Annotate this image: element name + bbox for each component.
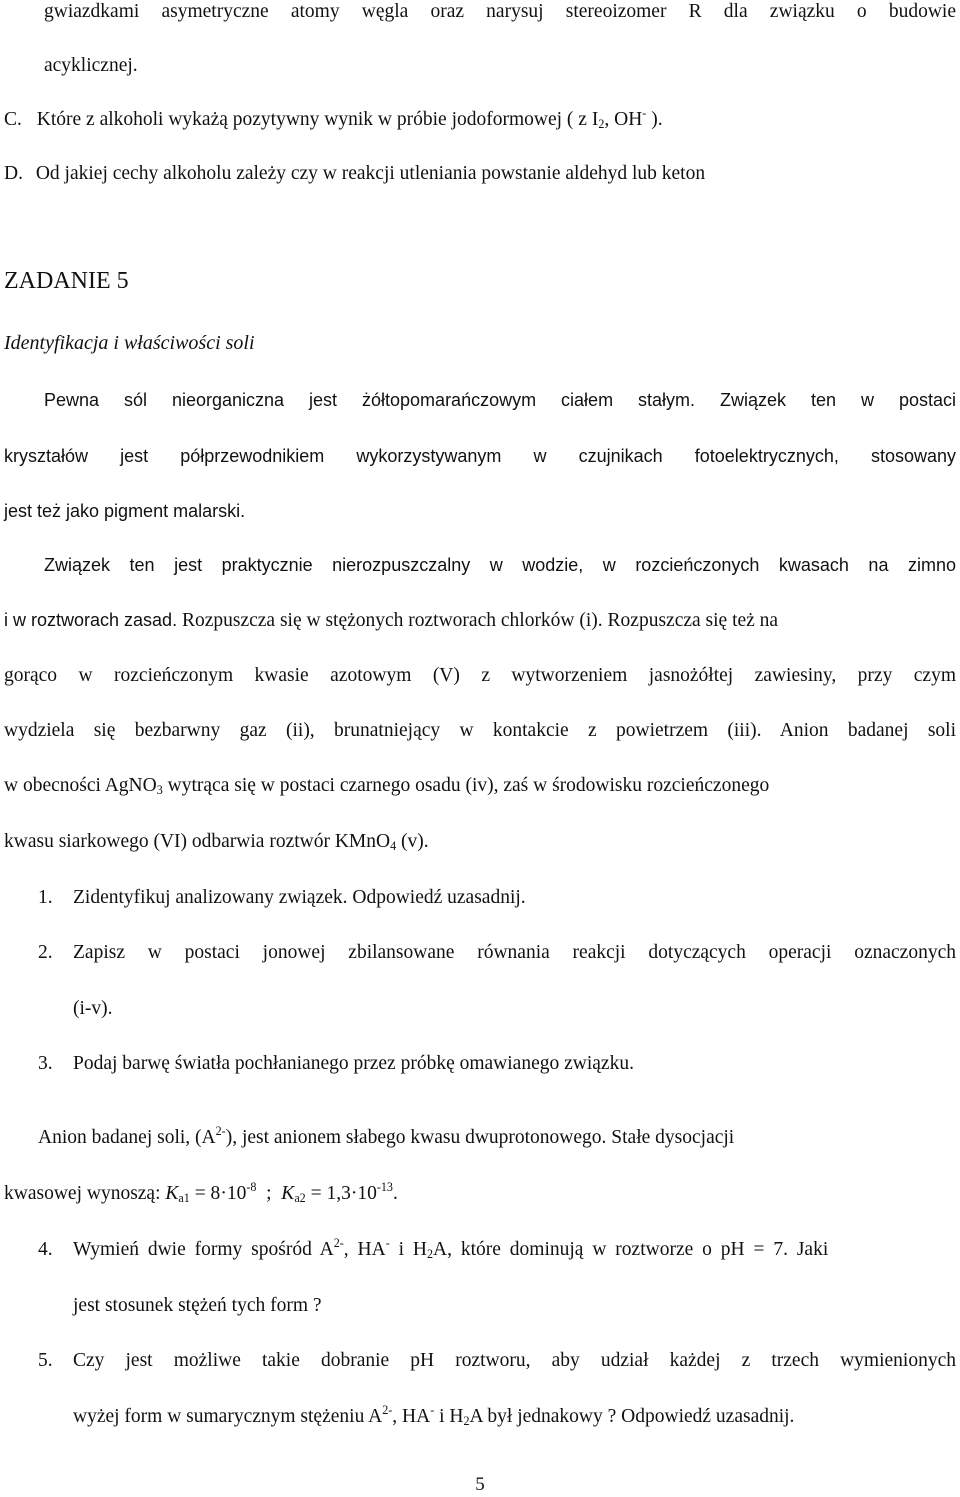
question-text [73, 1050, 634, 1078]
question-2 [38, 939, 53, 967]
list-marker: 2. [38, 942, 53, 963]
paragraph-line [4, 442, 956, 470]
paragraph-line [44, 386, 956, 414]
subscript: 3 [156, 783, 163, 798]
text: Związek ten jest praktycznie nierozpuszczalny w wodzie, w rozcieńczonych kwasach na zimno [44, 555, 956, 575]
text: kwasu siarkowego (VI) odbarwia roztwór KMnO [4, 831, 391, 852]
paragraph-line [4, 497, 245, 525]
section-subheading: Identyfikacja i właściwości soli [4, 332, 255, 354]
superscript: -8 [246, 1180, 257, 1195]
text: kwasowej wynoszą: [4, 1183, 166, 1204]
text: (i-v). [73, 998, 113, 1019]
text: A był jednakowy ? Odpowiedź uzasadnij. [469, 1406, 795, 1427]
text: jest też jako pigment malarski. [4, 501, 246, 521]
text: ; [256, 1183, 282, 1204]
text: ), jest anionem słabego kwasu dwuprotonowego. Stałe dysocjacji [225, 1127, 735, 1148]
subscript: 2 [463, 1414, 470, 1429]
question-text [73, 1403, 794, 1431]
paragraph-line [44, 551, 956, 579]
text-line [44, 0, 956, 26]
text: kryształów jest półprzewodnikiem wykorzystywanym w czujnikach fotoelektrycznych, stosowany [4, 446, 956, 466]
list-marker: 4. [38, 1239, 53, 1260]
math-symbol: K [281, 1183, 295, 1204]
text: ). [646, 109, 663, 130]
superscript: - [385, 1236, 390, 1251]
text-line [44, 52, 138, 80]
question-text [73, 884, 526, 912]
superscript: - [642, 106, 647, 121]
multiplication-dot: · [220, 1183, 227, 1204]
text: i H [389, 1239, 427, 1260]
text: = 8 [189, 1183, 221, 1204]
question-text-inline [73, 1236, 828, 1264]
text: Zapisz w postaci jonowej zbilansowane równania reakcji dotyczących operacji oznaczonych [73, 942, 956, 963]
paragraph-line [38, 1124, 956, 1152]
paragraph-line [4, 828, 429, 856]
text: , OH [604, 109, 643, 130]
text: wytrąca się w postaci czarnego osadu (iv), zaś w środowisku rozcieńczonego [162, 775, 770, 796]
superscript: 2- [382, 1403, 393, 1418]
text: 10 [357, 1183, 377, 1204]
superscript: 2- [215, 1124, 226, 1139]
list-marker: C. [4, 109, 22, 130]
question-text [73, 995, 113, 1023]
text: A, które dominują w roztworze o pH = 7. Jaki [433, 1239, 829, 1260]
text: gwiazdkami asymetryczne atomy węgla oraz narysuj stereoizomer R dla związku o budowie [44, 1, 956, 22]
text: Rozpuszcza się też na [607, 610, 779, 631]
page-number: 5 [475, 1474, 485, 1495]
subscript: 4 [390, 839, 397, 854]
section-heading: ZADANIE 5 [4, 268, 129, 294]
text: Rozpuszcza się w stężonych roztworach chlorków (i). [181, 610, 603, 631]
subscript: 2 [426, 1247, 434, 1262]
text: wydziela się bezbarwny gaz (ii), brunatniejący w kontakcie z powietrzem (iii). Anion badanej soli [4, 720, 956, 741]
text: 10 [226, 1183, 247, 1204]
superscript: 2- [333, 1236, 344, 1251]
paragraph-line [4, 606, 956, 635]
question-1 [38, 884, 53, 912]
text: Zidentyfikuj analizowany związek. Odpowiedź uzasadnij. [73, 887, 526, 908]
multiplication-dot: · [350, 1183, 358, 1204]
paragraph-line [4, 717, 956, 745]
text: Pewna sól nieorganiczna jest żółtopomarańczowym ciałem stałym. Związek ten w postaci [44, 390, 956, 410]
text: wyżej form w sumarycznym stężeniu A [73, 1406, 383, 1427]
text: gorąco w rozcieńczonym kwasie azotowym (V) z wytworzeniem jasnożółtej zawiesiny, przy czym [4, 665, 956, 686]
text: . [392, 1183, 398, 1204]
question-text [73, 1292, 322, 1320]
text: Anion badanej soli, (A [38, 1127, 216, 1148]
text: acyklicznej. [44, 55, 138, 76]
text: Wymień dwie formy spośród A [73, 1239, 334, 1260]
list-marker: 5. [38, 1350, 53, 1371]
text: i w roztworach zasad. [4, 610, 178, 630]
question-d [4, 160, 705, 188]
text: , HA [343, 1239, 386, 1260]
question-3 [38, 1050, 53, 1078]
text: Podaj barwę światła pochłanianego przez próbkę omawianego związku. [73, 1053, 634, 1074]
text: (v). [396, 831, 429, 852]
text: , HA [392, 1406, 431, 1427]
subscript: a1 [178, 1191, 190, 1206]
list-marker: 3. [38, 1053, 53, 1074]
question-5 [38, 1347, 53, 1375]
subscript: 2 [598, 117, 605, 132]
list-marker: D. [4, 163, 23, 184]
math-symbol: K [165, 1183, 179, 1204]
paragraph-line [4, 1180, 398, 1208]
text: Od jakiej cechy alkoholu zależy czy w reakcji utleniania powstanie aldehyd lub keton [35, 163, 706, 184]
text: Które z alkoholi wykażą pozytywny wynik w próbie jodoformowej ( z I [36, 109, 599, 130]
question-c [4, 106, 663, 134]
list-marker: 1. [38, 887, 53, 908]
subscript: a2 [294, 1191, 306, 1206]
text: Czy jest możliwe takie dobranie pH roztworu, aby udział każdej z trzech wymienionych [73, 1350, 956, 1371]
question-4 [38, 1236, 53, 1264]
text: = 1,3 [305, 1183, 351, 1204]
text: jest stosunek stężeń tych form ? [73, 1295, 322, 1316]
superscript: -13 [376, 1180, 393, 1195]
paragraph-line [4, 662, 956, 690]
text: w obecności AgNO [4, 775, 157, 796]
question-text [73, 939, 956, 967]
paragraph-line [4, 772, 956, 800]
question-text [73, 1347, 956, 1375]
superscript: - [430, 1403, 435, 1418]
text: i H [434, 1406, 464, 1427]
